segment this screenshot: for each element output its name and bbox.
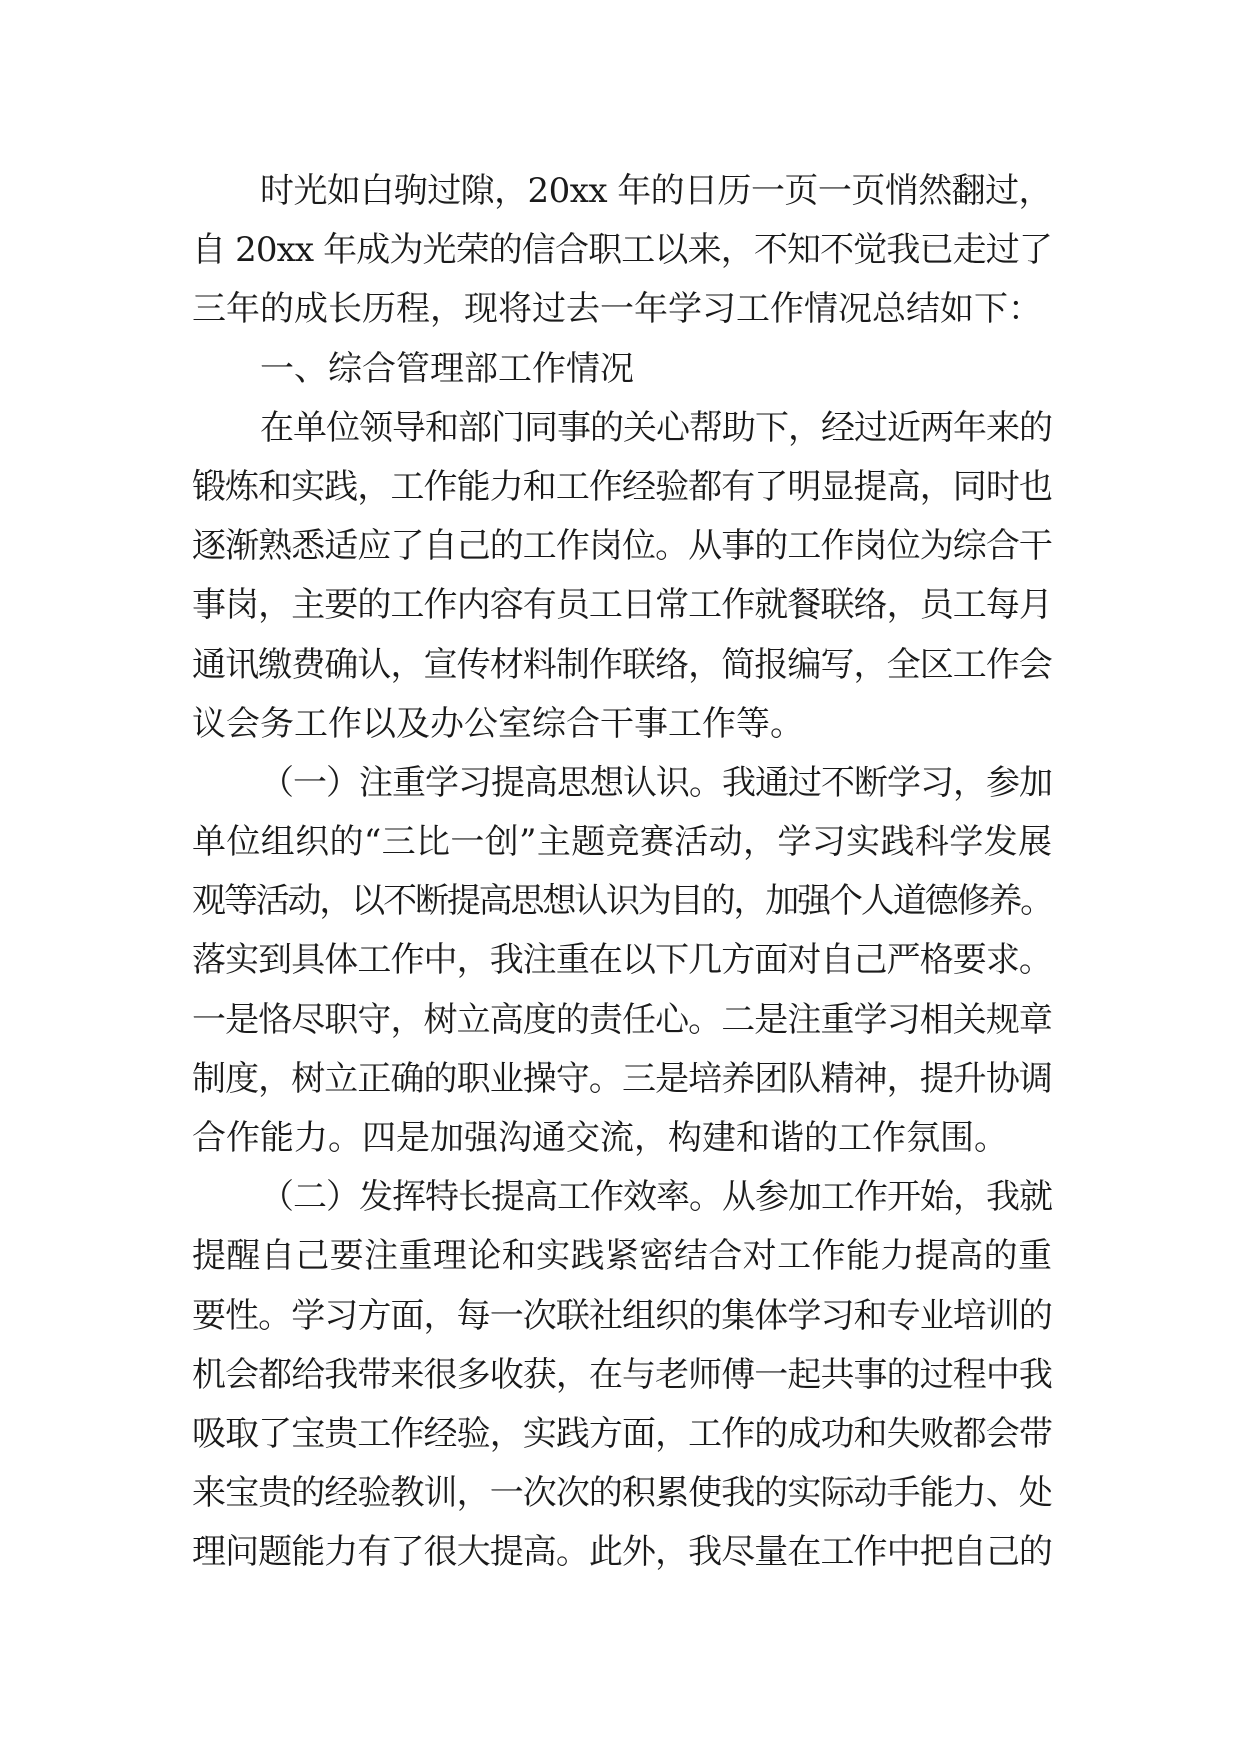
text-line — [192, 399, 1052, 458]
text-line — [192, 754, 1052, 813]
text-line — [192, 1050, 1052, 1109]
text-line-content: 议会务工作以及办公室综合干事工作等。 — [192, 703, 804, 744]
text-line-content: 落实到具体工作中，我注重在以下几方面对自己严格要求。 — [192, 940, 1052, 981]
text-line-content: 机会都给我带来很多收获，在与老师傅一起共事的过程中我 — [192, 1354, 1052, 1395]
text-line-content: （一）注重学习提高思想认识。我通过不断学习，参加 — [260, 762, 1052, 803]
text-line-content: 吸取了宝贵工作经验，实践方面，工作的成功和失败都会带 — [192, 1413, 1052, 1454]
text-line — [192, 872, 1052, 931]
text-line-content: 一是恪尽职守，树立高度的责任心。二是注重学习相关规章 — [192, 999, 1052, 1040]
text-line — [192, 1464, 1052, 1523]
text-line-content: 来宝贵的经验教训，一次次的积累使我的实际动手能力、处 — [192, 1473, 1052, 1514]
text-line — [192, 221, 1052, 280]
text-line-content: 逐渐熟悉适应了自己的工作岗位。从事的工作岗位为综合干 — [192, 526, 1052, 567]
text-line-content: 通讯缴费确认，宣传材料制作联络，简报编写，全区工作会 — [192, 644, 1052, 685]
text-line-content: 三年的成长历程，现将过去一年学习工作情况总结如下： — [192, 289, 1042, 330]
text-line-content: 单位组织的“三比一创”主题竞赛活动，学习实践科学发展 — [192, 822, 1053, 863]
text-line — [192, 1227, 1052, 1286]
section-heading — [192, 340, 1052, 399]
text-line — [192, 1346, 1052, 1405]
text-line — [192, 813, 1052, 872]
text-line-content: 制度，树立正确的职业操守。三是培养团队精神，提升协调 — [192, 1058, 1052, 1099]
text-line-content: （二）发挥特长提高工作效率。从参加工作开始，我就 — [260, 1177, 1052, 1218]
text-line — [192, 576, 1052, 635]
document-body — [192, 162, 1052, 1583]
text-line-content: 自 20xx 年成为光荣的信合职工以来，不知不觉我已走过了 — [192, 230, 1052, 271]
text-line — [192, 280, 1052, 339]
text-line — [192, 695, 1052, 754]
text-line-content: 事岗，主要的工作内容有员工日常工作就餐联络，员工每月 — [192, 585, 1052, 626]
text-line — [192, 636, 1052, 695]
text-line — [192, 1523, 1052, 1582]
text-line-content: 要性。学习方面，每一次联社组织的集体学习和专业培训的 — [192, 1295, 1052, 1336]
text-line — [192, 991, 1052, 1050]
text-line — [192, 1405, 1052, 1464]
text-line — [192, 517, 1052, 576]
text-line-content: 时光如白驹过隙，20xx 年的日历一页一页悄然翻过， — [260, 171, 1052, 211]
text-line-content: 在单位领导和部门同事的关心帮助下，经过近两年来的 — [260, 407, 1052, 448]
text-line-content: 锻炼和实践，工作能力和工作经验都有了明显提高，同时也 — [192, 466, 1052, 507]
text-line — [192, 1287, 1052, 1346]
text-line-content: 提醒自己要注重理论和实践紧密结合对工作能力提高的重 — [192, 1236, 1053, 1277]
text-line-content: 合作能力。四是加强沟通交流，构建和谐的工作氛围。 — [192, 1118, 1008, 1158]
text-line — [192, 931, 1052, 990]
text-line — [192, 1109, 1052, 1168]
text-line — [192, 1168, 1052, 1227]
text-line-content: 理问题能力有了很大提高。此外，我尽量在工作中把自己的 — [192, 1532, 1052, 1573]
text-line-content: 观等活动，以不断提高思想认识为目的，加强个人道德修养。 — [192, 881, 1052, 922]
text-line — [192, 162, 1052, 221]
text-line — [192, 458, 1052, 517]
section-heading-text: 一、综合管理部工作情况 — [260, 348, 634, 389]
